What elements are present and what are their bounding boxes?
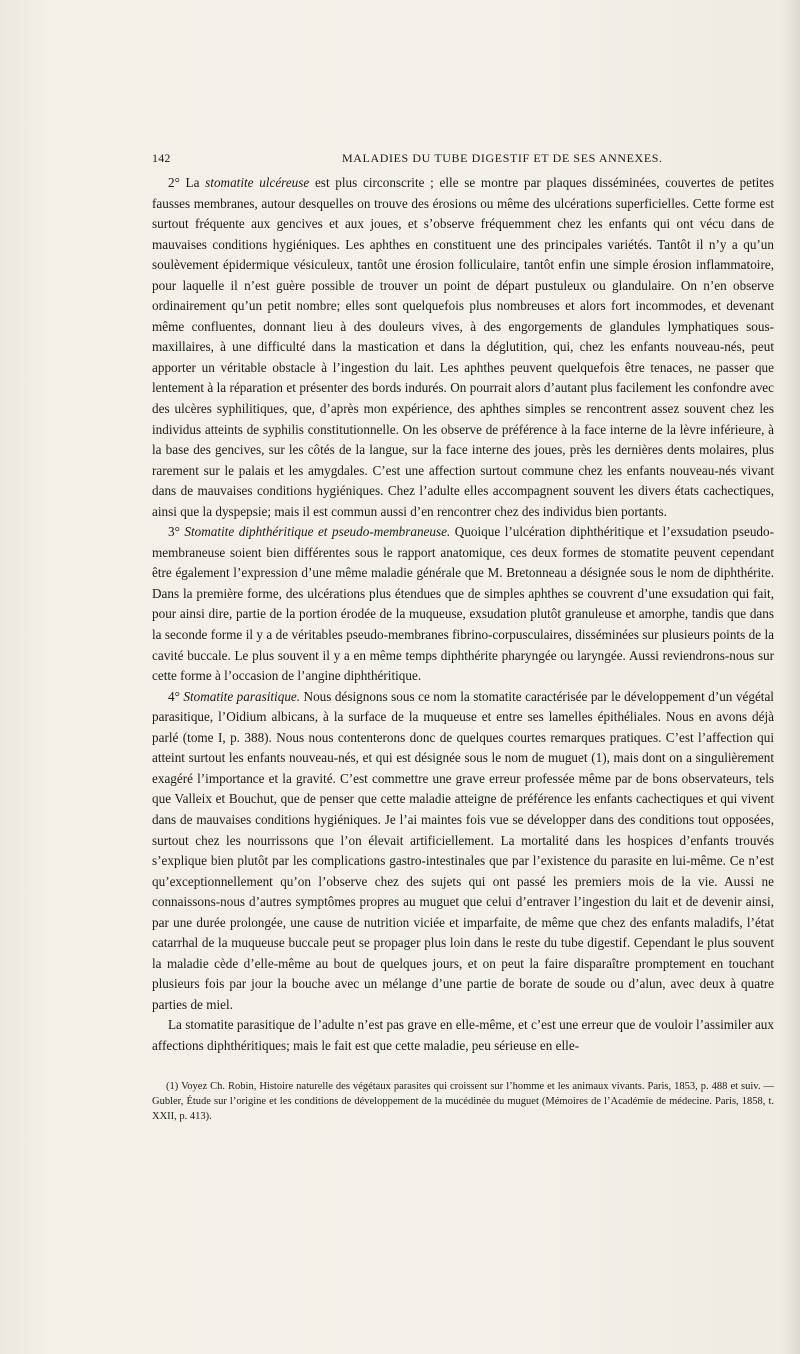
paragraph-text: La stomatite parasitique de l’adulte n’est pas grave en elle-même, et c’est une erreur que de vouloir l’assimiler aux affections diphthéritiques; mais le fait est que cette maladie, peu sérieuse en elle-	[152, 1017, 774, 1053]
page-header	[152, 151, 774, 167]
paragraph-adulte	[152, 1015, 774, 1056]
footnotes	[152, 1079, 774, 1124]
paragraph-stomatite-ulcereuse	[152, 173, 774, 522]
page-number: 142	[152, 151, 171, 165]
paragraph-stomatite-diphtheritique	[152, 522, 774, 686]
paragraph-prefix: 4°	[168, 688, 184, 704]
paragraph-text: Nous désignons sous ce nom la stomatite caractérisée par le développement d’un végétal parasitique, l’Oidium albicans, à la surface de la muqueuse et entre ses lamelles épithéliales. Nous en avons déjà parlé (tome I, p. 388). Nous nous contenterons donc de quelques courtes remarques pratiques. C’est l’affection qui atteint surtout les enfants nouveau-nés, et qui est désignée sous le nom de muguet (1), mais dont on a singulièrement exagéré l’importance et la gravité. C’est commettre une grave erreur professée même par de bons observateurs, tels que Valleix et Bouchut, que de penser que cette maladie atteigne de préférence les enfants cachectiques et qui vivent dans de mauvaises conditions hygiéniques. Je l’ai maintes fois vue se développer dans des conditions tout opposées, surtout chez les nourrissons que l’on élevait artificiellement. La mortalité dans les hospices d’enfants trouvés s’explique bien plutôt par les complications gastro-intestinales que par l’existence du parasite en lui-même. Ce n’est qu’exceptionnellement qu’on l’observe chez des sujets qui ont passé les premiers mois de la vie. Aussi ne connaissons-nous d’autres symptômes propres au muguet que celui d’entraver l’ingestion du lait et de devenir ainsi, par une durée prolongée, une cause de nutrition viciée et imparfaite, de même que chez des enfants maladifs, l’état catarrhal de la muqueuse buccale peut se propager plus loin dans le reste du tube digestif. Cependant le plus souvent la maladie cède d’elle-même au bout de quelques jours, et on peut la faire disparaître promptement en touchant plusieurs fois par jour la bouche avec un mélange d’une partie de borate de soude ou d’alun, avec deux à quatre parties de miel.	[152, 688, 774, 1012]
section-term: stomatite ulcéreuse	[205, 175, 310, 190]
paragraph-prefix: 3°	[168, 524, 185, 540]
section-term: Stomatite parasitique.	[183, 688, 301, 704]
paragraph-text: est plus circonscrite ; elle se montre par plaques disséminées, couvertes de petites fausses membranes, autour desquelles on trouve des érosions ou même des ulcérations superficielles. Cette forme est surtout fréquente aux gencives et aux joues, et s’observe fréquemment chez les enfants qui ont vécu dans de mauvaises conditions hygiéniques. Les aphthes en constituent une des principales variétés. Tantôt il n’y a qu’un soulèvement épidermique vésiculeux, tantôt une érosion folliculaire, tantôt enfin une simple érosion inflammatoire, pour laquelle il n’est guère possible de trouver un point de départ pustuleux ou glandulaire. On n’en observe ordinairement qu’un petit nombre; elles sont quelquefois plus nombreuses et alors fort incommodes, et devenant même confluentes, donnant lieu à des douleurs vives, à des engorgements de glandules lymphatiques sous-maxillaires, à une difficulté dans la mastication et dans la déglutition, qui, chez les enfants nouveau-nés, peut apporter un véritable obstacle à l’ingestion du lait. Les aphthes peuvent quelquefois être tenaces, ne passer que lentement à la réparation et présenter des bords indurés. On pourrait alors d’autant plus facilement les confondre avec des ulcères syphilitiques, que, d’après mon expérience, des aphthes simples se rencontrent assez souvent chez les individus atteints de syphilis constitutionnelle. On les observe de préférence à la face interne de la lèvre inférieure, à la base des gencives, sur les côtés de la langue, sur la face interne des joues, près les dernières dents molaires, plus rarement sur le palais et les amygdales. C’est une affection surtout commune chez les enfants nouveau-nés vivant dans de mauvaises conditions hygiéniques. Chez l’adulte elles accompagnent souvent les divers états cachectiques, ainsi que la dyspepsie; mais il est commun aussi d’en rencontrer chez des individus bien portants.	[152, 175, 774, 519]
paragraph-prefix: 2° La	[168, 175, 206, 190]
page-edge-shadow	[782, 0, 800, 1354]
paragraph-text: Quoique l’ulcération diphthéritique et l’exsudation pseudo-membraneuse soient bien différentes sous le rapport anatomique, ces deux formes de stomatite peuvent cependant être également l’expression d’une même maladie générale que M. Bretonneau a désignée sous le nom de diphthérite. Dans la première forme, des ulcérations plus étendues que de simples aphthes se couvrent d’une exsudation qui fait, pour ainsi dire, partie de la portion érodée de la muqueuse, exsudation plutôt granuleuse et amorphe, tandis que dans la seconde forme il y a de véritables pseudo-membranes fibrino-corpusculaires, disséminées sur plusieurs points de la cavité buccale. Le plus souvent il y a en même temps diphthérite pharyngée ou laryngée. Aussi reviendrons-nous sur cette forme à l’occasion de l’angine diphthéritique.	[152, 524, 774, 684]
paragraph-stomatite-parasitique	[152, 687, 774, 1016]
body-text	[152, 173, 774, 1057]
running-title: MALADIES DU TUBE DIGESTIF ET DE SES ANNEXES.	[342, 151, 663, 165]
section-term: Stomatite diphthéritique et pseudo-membraneuse.	[184, 524, 451, 540]
footnote-1: (1) Voyez Ch. Robin, Histoire naturelle des végétaux parasites qui croissent sur l’homme et les animaux vivants. Paris, 1853, p. 488 et suiv. — Gubler, Étude sur l’origine et les conditions de développement de la mucédinée du muguet (Mémoires de l’Académie de médecine. Paris, 1858, t. XXII, p. 413).	[152, 1081, 774, 1122]
